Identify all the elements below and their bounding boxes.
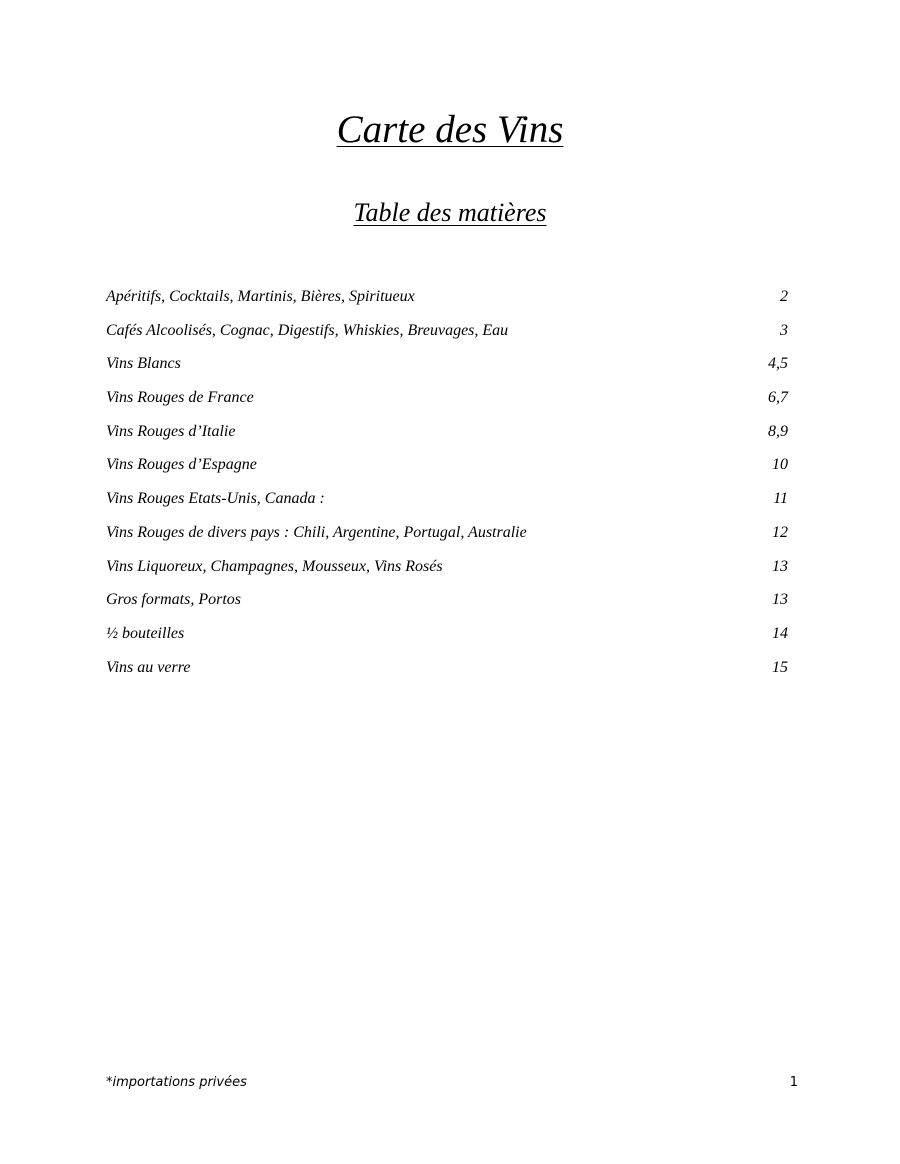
toc-entry-label: Vins Rouges Etats-Unis, Canada : <box>106 490 325 508</box>
toc-entry-label: Gros formats, Portos <box>106 591 241 609</box>
toc-entry <box>106 520 788 554</box>
toc-entry-page: 8,9 <box>768 422 788 440</box>
toc-entry-label: Vins Rouges de divers pays : Chili, Argentine, Portugal, Australie <box>106 523 527 541</box>
toc-entry-label: ½ bouteilles <box>106 624 185 642</box>
toc-entry-page: 15 <box>772 658 788 676</box>
toc-entry-page: 4,5 <box>768 355 788 373</box>
toc-entry <box>106 284 788 318</box>
document-subtitle-text: Table des matières <box>353 198 547 227</box>
toc-entry-label: Vins Rouges d’Italie <box>106 422 236 440</box>
toc-entry <box>106 385 788 419</box>
toc-entry-label: Apéritifs, Cocktails, Martinis, Bières, Spiritueux <box>106 288 415 305</box>
toc-entry-label: Vins Blancs <box>106 355 181 373</box>
toc-entry-page: 10 <box>772 456 788 474</box>
footer-note: *importations privées <box>106 1075 247 1090</box>
toc-entry-page: 14 <box>772 624 788 642</box>
toc-entry-page: 12 <box>772 523 788 541</box>
toc-entry-label: Vins Rouges de France <box>106 389 254 407</box>
document-title-text: Carte des Vins <box>336 108 564 151</box>
toc-entry <box>106 351 788 385</box>
toc-entry <box>106 486 788 520</box>
toc-entry-page: 13 <box>772 557 788 575</box>
toc-entry-label: Cafés Alcoolisés, Cognac, Digestifs, Whiskies, Breuvages, Eau <box>106 321 509 339</box>
document-title <box>0 106 900 154</box>
toc-entry <box>106 621 788 655</box>
footer-page-number: 1 <box>789 1075 798 1090</box>
document-subtitle <box>0 196 900 230</box>
toc-entry-page: 11 <box>773 490 788 508</box>
toc-entry-label: Vins au verre <box>106 658 191 676</box>
toc-entry <box>106 554 788 588</box>
table-of-contents <box>106 284 788 688</box>
toc-entry-page: 13 <box>772 591 788 609</box>
toc-entry-page: 3 <box>780 321 788 339</box>
toc-entry-label: Vins Rouges d’Espagne <box>106 456 257 474</box>
toc-entry <box>106 419 788 453</box>
toc-entry <box>106 655 788 689</box>
toc-entry-label: Vins Liquoreux, Champagnes, Mousseux, Vins Rosés <box>106 557 443 575</box>
toc-entry-page: 6,7 <box>768 389 788 407</box>
toc-entry <box>106 318 788 352</box>
toc-entry <box>106 452 788 486</box>
toc-entry <box>106 587 788 621</box>
toc-entry-page: 2 <box>780 288 788 305</box>
